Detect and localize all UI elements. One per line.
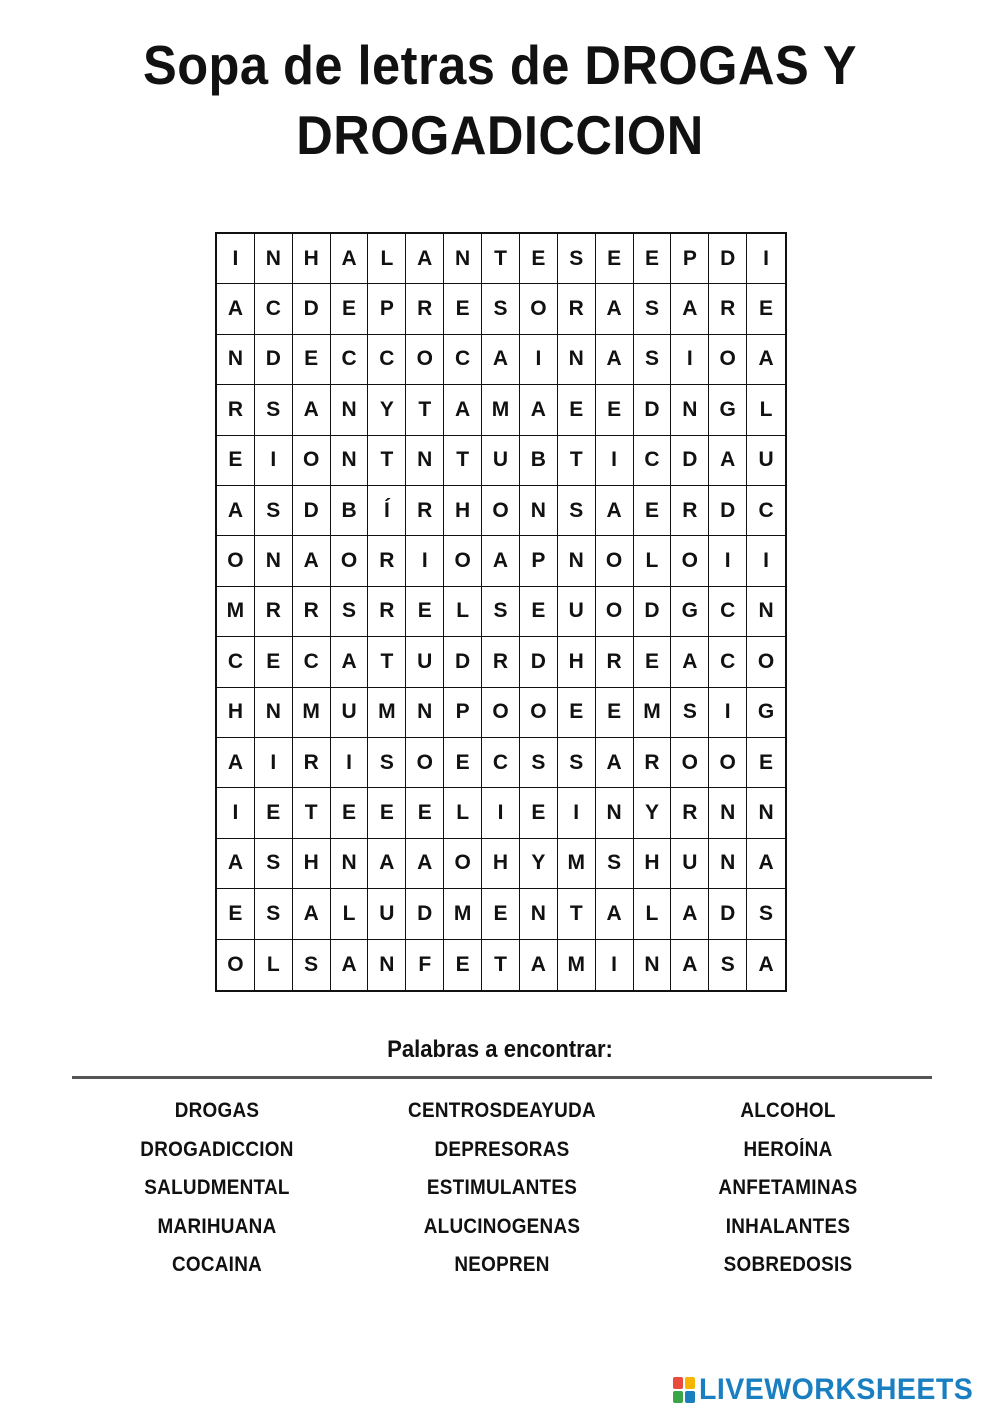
grid-cell[interactable]: M <box>368 688 406 738</box>
grid-cell[interactable]: O <box>482 486 520 536</box>
word-list-item: NEOPREN <box>454 1253 550 1276</box>
grid-cell[interactable]: S <box>558 738 596 788</box>
logo-square <box>685 1391 695 1403</box>
grid-cell[interactable]: A <box>331 940 369 990</box>
grid-cell[interactable]: T <box>368 436 406 486</box>
grid-cell[interactable]: R <box>406 284 444 334</box>
grid-cell[interactable]: I <box>406 536 444 586</box>
grid-cell[interactable]: O <box>596 587 634 637</box>
grid-cell[interactable]: Í <box>368 486 406 536</box>
grid-cell[interactable]: A <box>596 335 634 385</box>
grid-cell[interactable]: S <box>368 738 406 788</box>
grid-cell[interactable]: I <box>747 234 785 284</box>
grid-cell[interactable]: I <box>596 940 634 990</box>
grid-cell[interactable]: T <box>558 436 596 486</box>
grid-cell[interactable]: O <box>671 536 709 586</box>
grid-cell[interactable]: P <box>520 536 558 586</box>
grid-cell[interactable]: U <box>406 637 444 687</box>
grid-cell[interactable]: M <box>293 688 331 738</box>
grid-cell[interactable]: O <box>671 738 709 788</box>
grid-cell[interactable]: I <box>217 234 255 284</box>
grid-cell[interactable]: E <box>520 587 558 637</box>
divider <box>72 1076 932 1079</box>
grid-cell[interactable]: R <box>709 284 747 334</box>
grid-cell[interactable]: O <box>406 335 444 385</box>
grid-cell[interactable]: H <box>558 637 596 687</box>
grid-cell[interactable]: I <box>482 788 520 838</box>
grid-cell[interactable]: D <box>293 284 331 334</box>
grid-cell[interactable]: A <box>709 436 747 486</box>
grid-cell[interactable]: S <box>634 335 672 385</box>
grid-cell[interactable]: Y <box>368 385 406 435</box>
word-list-item: CENTROSDEAYUDA <box>408 1099 596 1122</box>
grid-cell[interactable]: D <box>293 486 331 536</box>
grid-cell[interactable]: I <box>331 738 369 788</box>
grid-cell[interactable]: I <box>709 536 747 586</box>
grid-cell[interactable]: A <box>368 839 406 889</box>
grid-cell[interactable]: E <box>520 788 558 838</box>
grid-cell[interactable]: R <box>368 536 406 586</box>
title-line-1: Sopa de letras de DROGAS Y <box>142 34 858 96</box>
grid-cell[interactable]: D <box>634 385 672 435</box>
grid-cell[interactable]: E <box>747 738 785 788</box>
grid-cell[interactable]: N <box>368 940 406 990</box>
grid-cell[interactable]: S <box>255 839 293 889</box>
grid-cell[interactable]: I <box>520 335 558 385</box>
grid-cell[interactable]: E <box>444 738 482 788</box>
grid-cell[interactable]: N <box>406 688 444 738</box>
grid-cell[interactable]: N <box>634 940 672 990</box>
grid-cell[interactable]: E <box>255 788 293 838</box>
grid-cell[interactable]: M <box>558 940 596 990</box>
grid-cell[interactable]: L <box>331 889 369 939</box>
grid-cell[interactable]: D <box>406 889 444 939</box>
logo-square <box>685 1377 695 1389</box>
footer-brand[interactable] <box>673 1372 988 1408</box>
grid-cell[interactable]: D <box>255 335 293 385</box>
grid-cell[interactable]: O <box>217 940 255 990</box>
grid-cell[interactable]: U <box>482 436 520 486</box>
grid-cell[interactable]: A <box>758 952 774 976</box>
grid-cell[interactable]: N <box>520 889 558 939</box>
grid-cell[interactable]: C <box>217 637 255 687</box>
grid-cell[interactable]: I <box>747 536 785 586</box>
grid-cell[interactable]: A <box>217 839 255 889</box>
grid-cell[interactable]: E <box>634 234 672 284</box>
grid-cell[interactable]: E <box>482 889 520 939</box>
grid-cell[interactable]: C <box>444 335 482 385</box>
word-list-heading: Palabras a encontrar: <box>387 1036 613 1063</box>
grid-cell[interactable]: O <box>482 688 520 738</box>
grid-cell[interactable]: I <box>255 436 293 486</box>
grid-cell[interactable]: O <box>406 738 444 788</box>
grid-cell[interactable]: A <box>671 284 709 334</box>
grid-cell[interactable]: U <box>671 839 709 889</box>
grid-cell[interactable]: R <box>671 486 709 536</box>
grid-cell[interactable]: S <box>520 738 558 788</box>
grid-cell[interactable]: E <box>596 234 634 284</box>
grid-cell[interactable]: E <box>444 940 482 990</box>
grid-cell[interactable]: C <box>255 284 293 334</box>
grid-cell[interactable]: A <box>406 234 444 284</box>
grid-cell[interactable]: E <box>217 436 255 486</box>
word-list-item: SOBREDOSIS <box>723 1253 853 1276</box>
grid-cell[interactable]: E <box>217 889 255 939</box>
grid-cell[interactable]: P <box>368 284 406 334</box>
grid-cell[interactable]: E <box>406 587 444 637</box>
grid-cell[interactable]: D <box>709 234 747 284</box>
word-list-item: SALUDMENTAL <box>144 1176 290 1199</box>
grid-cell[interactable]: S <box>596 839 634 889</box>
grid-cell[interactable]: A <box>747 335 785 385</box>
grid-cell[interactable]: S <box>709 940 747 990</box>
grid-cell[interactable]: A <box>217 738 255 788</box>
grid-cell[interactable]: R <box>406 486 444 536</box>
grid-cell[interactable]: R <box>255 587 293 637</box>
grid-cell[interactable]: T <box>482 234 520 284</box>
grid-cell[interactable]: O <box>293 436 331 486</box>
grid-cell[interactable]: S <box>558 234 596 284</box>
grid-cell[interactable]: A <box>596 284 634 334</box>
grid-cell[interactable]: E <box>331 284 369 334</box>
grid-cell[interactable]: S <box>558 486 596 536</box>
word-list-column-2 <box>352 1092 652 1285</box>
grid-cell[interactable]: A <box>671 940 709 990</box>
grid-cell[interactable]: O <box>520 688 558 738</box>
page-title <box>40 30 960 170</box>
grid-cell[interactable]: S <box>747 889 785 939</box>
grid-cell[interactable]: S <box>482 587 520 637</box>
grid-cell[interactable]: C <box>482 738 520 788</box>
grid-cell[interactable]: R <box>293 738 331 788</box>
grid-cell[interactable]: E <box>558 385 596 435</box>
grid-cell[interactable]: N <box>558 335 596 385</box>
word-list-item: DROGADICCION <box>140 1137 294 1161</box>
grid-cell[interactable]: U <box>747 436 785 486</box>
grid-cell[interactable]: O <box>709 335 747 385</box>
grid-cell[interactable]: U <box>558 587 596 637</box>
grid-cell[interactable]: I <box>709 688 747 738</box>
grid-cell[interactable]: G <box>671 587 709 637</box>
word-list-item: INHALANTES <box>725 1214 851 1238</box>
word-list-item: ESTIMULANTES <box>426 1176 578 1199</box>
word-list-item: ALUCINOGENAS <box>423 1214 581 1238</box>
grid-cell[interactable]: L <box>634 536 672 586</box>
grid-cell[interactable]: N <box>331 385 369 435</box>
grid-cell[interactable]: E <box>634 637 672 687</box>
grid-cell[interactable]: N <box>331 436 369 486</box>
word-list-item: ALCOHOL <box>740 1099 836 1122</box>
grid-cell[interactable]: R <box>217 385 255 435</box>
grid-cell[interactable]: D <box>520 637 558 687</box>
grid-cell[interactable]: I <box>558 788 596 838</box>
grid-cell[interactable]: H <box>634 839 672 889</box>
grid-cell[interactable]: P <box>671 234 709 284</box>
grid-cell[interactable]: E <box>747 284 785 334</box>
grid-cell[interactable]: R <box>596 637 634 687</box>
grid-cell[interactable]: N <box>444 234 482 284</box>
grid-cell[interactable]: I <box>596 436 634 486</box>
grid-cell[interactable]: C <box>709 587 747 637</box>
grid-cell[interactable]: E <box>255 637 293 687</box>
grid-cell[interactable]: A <box>406 839 444 889</box>
grid-cell[interactable]: N <box>558 536 596 586</box>
grid-cell[interactable]: H <box>293 234 331 284</box>
grid-cell[interactable]: R <box>482 637 520 687</box>
grid-cell[interactable]: N <box>709 839 747 889</box>
grid-cell[interactable]: A <box>520 940 558 990</box>
grid-cell[interactable]: O <box>444 839 482 889</box>
grid-cell[interactable]: O <box>747 637 785 687</box>
grid-cell[interactable]: O <box>520 284 558 334</box>
grid-cell[interactable]: M <box>444 889 482 939</box>
grid-cell[interactable]: D <box>634 587 672 637</box>
grid-cell[interactable]: S <box>482 284 520 334</box>
grid-cell[interactable]: I <box>671 335 709 385</box>
grid-cell[interactable]: C <box>634 436 672 486</box>
grid-cell[interactable]: L <box>368 234 406 284</box>
grid-cell[interactable]: A <box>331 637 369 687</box>
grid-cell[interactable]: C <box>747 486 785 536</box>
grid-cell[interactable]: O <box>444 536 482 586</box>
grid-cell[interactable]: H <box>217 688 255 738</box>
grid-cell[interactable]: T <box>406 385 444 435</box>
grid-cell[interactable]: T <box>368 637 406 687</box>
grid-cell[interactable]: C <box>709 637 747 687</box>
grid-cell[interactable]: E <box>558 688 596 738</box>
grid-cell[interactable]: M <box>217 587 255 637</box>
grid-cell[interactable]: N <box>747 788 785 838</box>
grid-cell[interactable]: R <box>671 788 709 838</box>
grid-cell[interactable]: C <box>293 637 331 687</box>
grid-cell[interactable]: C <box>368 335 406 385</box>
grid-cell[interactable]: D <box>709 486 747 536</box>
grid-cell[interactable]: O <box>596 536 634 586</box>
grid-cell[interactable]: M <box>558 839 596 889</box>
grid-cell[interactable]: G <box>709 385 747 435</box>
grid-cell[interactable]: H <box>293 839 331 889</box>
grid-cell[interactable]: R <box>634 738 672 788</box>
grid-cell[interactable]: E <box>520 234 558 284</box>
grid-cell[interactable]: U <box>331 688 369 738</box>
grid-cell[interactable]: A <box>293 536 331 586</box>
grid-cell[interactable]: S <box>255 889 293 939</box>
grid-cell[interactable]: E <box>368 788 406 838</box>
grid-cell[interactable]: A <box>217 284 255 334</box>
grid-cell[interactable]: A <box>747 839 785 889</box>
grid-cell[interactable]: N <box>671 385 709 435</box>
grid-cell[interactable]: R <box>558 284 596 334</box>
grid-cell[interactable]: H <box>444 486 482 536</box>
grid-cell[interactable]: A <box>482 536 520 586</box>
word-list-column-1 <box>67 1092 367 1285</box>
grid-cell[interactable]: D <box>444 637 482 687</box>
grid-cell[interactable]: Y <box>520 839 558 889</box>
grid-cell[interactable]: N <box>255 536 293 586</box>
grid-cell[interactable]: S <box>331 587 369 637</box>
grid-cell[interactable]: B <box>331 486 369 536</box>
grid-cell[interactable]: P <box>444 688 482 738</box>
grid-cell[interactable]: L <box>444 587 482 637</box>
grid-cell[interactable]: G <box>747 688 785 738</box>
grid-cell[interactable]: N <box>255 688 293 738</box>
grid-cell[interactable]: S <box>293 940 331 990</box>
grid-cell[interactable]: S <box>255 486 293 536</box>
word-list-item: HEROÍNA <box>743 1137 833 1161</box>
grid-cell[interactable]: O <box>217 536 255 586</box>
grid-cell[interactable]: O <box>331 536 369 586</box>
grid-cell[interactable]: D <box>709 889 747 939</box>
grid-cell[interactable]: E <box>331 788 369 838</box>
grid-cell[interactable]: N <box>331 839 369 889</box>
grid-cell[interactable]: D <box>671 436 709 486</box>
grid-cell[interactable]: S <box>671 688 709 738</box>
grid-cell[interactable]: A <box>444 385 482 435</box>
grid-cell[interactable]: M <box>482 385 520 435</box>
grid-cell[interactable]: L <box>634 889 672 939</box>
grid-cell[interactable]: T <box>444 436 482 486</box>
grid-cell[interactable]: Y <box>634 788 672 838</box>
grid-cell[interactable]: A <box>596 738 634 788</box>
grid-cell[interactable]: T <box>558 889 596 939</box>
grid-cell[interactable]: N <box>747 587 785 637</box>
grid-cell[interactable]: H <box>482 839 520 889</box>
grid-cell[interactable]: E <box>596 688 634 738</box>
grid-cell[interactable]: A <box>331 234 369 284</box>
grid-cell[interactable]: N <box>217 335 255 385</box>
grid-cell[interactable]: E <box>596 385 634 435</box>
word-list-column-3 <box>638 1092 938 1285</box>
grid-cell[interactable]: I <box>255 738 293 788</box>
grid-cell[interactable]: R <box>293 587 331 637</box>
grid-cell[interactable]: U <box>368 889 406 939</box>
word-search-grid[interactable] <box>215 232 787 992</box>
grid-cell[interactable]: S <box>255 385 293 435</box>
grid-cell[interactable]: A <box>671 889 709 939</box>
grid-cell[interactable]: A <box>293 385 331 435</box>
title-line-2: DROGADICCION <box>296 104 704 166</box>
word-list-item: COCAINA <box>171 1253 263 1276</box>
logo-square <box>673 1391 683 1403</box>
grid-cell[interactable]: T <box>482 940 520 990</box>
grid-cell[interactable]: T <box>293 788 331 838</box>
grid-cell[interactable]: E <box>634 486 672 536</box>
grid-cell[interactable]: C <box>331 335 369 385</box>
grid-cell[interactable]: S <box>634 284 672 334</box>
grid-cell[interactable]: A <box>520 385 558 435</box>
word-list-item: DROGAS <box>174 1099 260 1122</box>
grid-cell[interactable]: O <box>709 738 747 788</box>
grid-cell[interactable]: N <box>520 486 558 536</box>
grid-cell[interactable]: E <box>406 788 444 838</box>
grid-cell[interactable]: M <box>634 688 672 738</box>
grid-cell[interactable]: I <box>217 788 255 838</box>
grid-cell[interactable]: A <box>596 486 634 536</box>
grid-cell[interactable]: E <box>444 284 482 334</box>
grid-cell[interactable]: L <box>444 788 482 838</box>
word-list-item: MARIHUANA <box>157 1214 277 1238</box>
grid-cell[interactable]: A <box>482 335 520 385</box>
grid-cell[interactable]: N <box>406 436 444 486</box>
grid-cell[interactable]: N <box>255 234 293 284</box>
grid-cell[interactable]: A <box>596 889 634 939</box>
grid-cell[interactable]: L <box>747 385 785 435</box>
grid-cell[interactable]: B <box>520 436 558 486</box>
grid-cell[interactable]: R <box>368 587 406 637</box>
grid-cell[interactable]: N <box>596 788 634 838</box>
word-list-item: DEPRESORAS <box>434 1137 570 1161</box>
grid-cell[interactable]: A <box>671 637 709 687</box>
grid-cell[interactable]: F <box>406 940 444 990</box>
logo-square <box>673 1377 683 1389</box>
grid-cell[interactable]: E <box>293 335 331 385</box>
word-list-item: ANFETAMINAS <box>718 1176 858 1199</box>
grid-cell[interactable]: A <box>293 889 331 939</box>
grid-cell[interactable]: L <box>255 940 293 990</box>
liveworksheets-logo-icon <box>673 1377 695 1403</box>
brand-name: LIVEWORKSHEETS <box>699 1373 974 1406</box>
grid-cell[interactable]: N <box>709 788 747 838</box>
grid-cell[interactable]: A <box>217 486 255 536</box>
